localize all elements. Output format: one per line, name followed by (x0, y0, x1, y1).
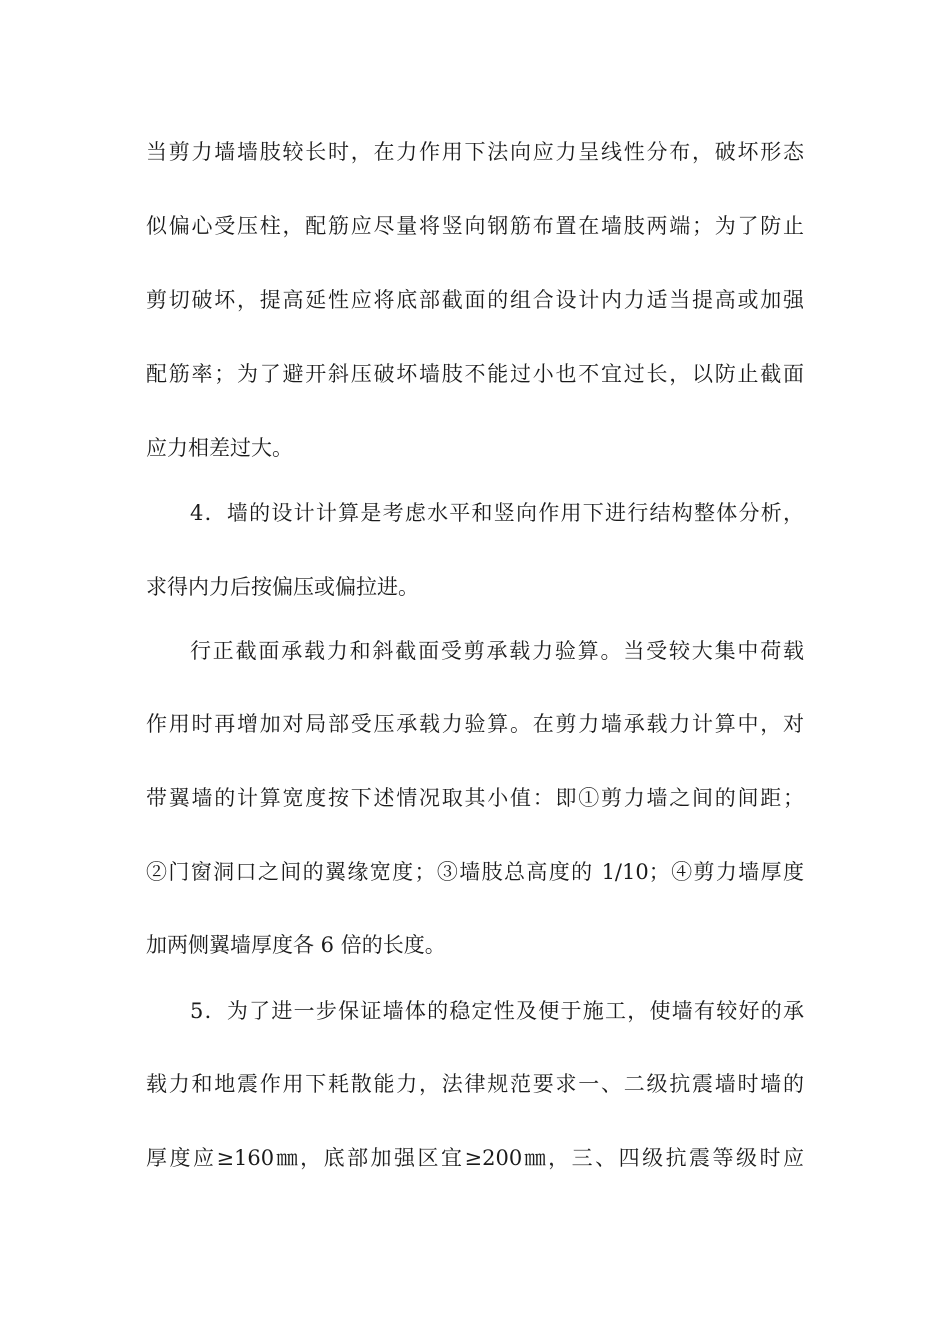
paragraph-4-line-2: 载力和地震作用下耗散能力，法律规范要求一、二级抗震墙时墙的 (146, 1072, 804, 1096)
paragraph-3-line-5: 加两侧翼墙厚度各 6 倍的长度。 (146, 933, 446, 957)
paragraph-3-line-1: 行正截面承载力和斜截面受剪承载力验算。当受较大集中荷载 (190, 639, 804, 663)
paragraph-1-line-2: 似偏心受压柱，配筋应尽量将竖向钢筋布置在墙肢两端；为了防止 (146, 214, 804, 238)
paragraph-4-line-1: 5．为了进一步保证墙体的稳定性及便于施工，使墙有较好的承 (190, 999, 804, 1023)
paragraph-1-line-4: 配筋率；为了避开斜压破坏墙肢不能过小也不宜过长，以防止截面 (146, 362, 804, 386)
paragraph-1-line-5: 应力相差过大。 (146, 436, 293, 460)
paragraph-3-line-2: 作用时再增加对局部受压承载力验算。在剪力墙承载力计算中，对 (146, 712, 804, 736)
paragraph-2-line-1: 4．墙的设计计算是考虑水平和竖向作用下进行结构整体分析， (190, 501, 804, 525)
paragraph-3-line-4: ②门窗洞口之间的翼缘宽度；③墙肢总高度的 1/10；④剪力墙厚度 (146, 860, 804, 884)
paragraph-3-line-3: 带翼墙的计算宽度按下述情况取其小值：即①剪力墙之间的间距； (146, 786, 804, 810)
paragraph-4-line-3: 厚度应≥160㎜，底部加强区宜≥200㎜，三、四级抗震等级时应 (146, 1146, 804, 1170)
paragraph-1-line-1: 当剪力墙墙肢较长时，在力作用下法向应力呈线性分布，破坏形态 (146, 140, 804, 164)
paragraph-2-line-2: 求得内力后按偏压或偏拉进。 (146, 575, 419, 599)
paragraph-1-line-3: 剪切破坏，提高延性应将底部截面的组合设计内力适当提高或加强 (146, 288, 804, 312)
